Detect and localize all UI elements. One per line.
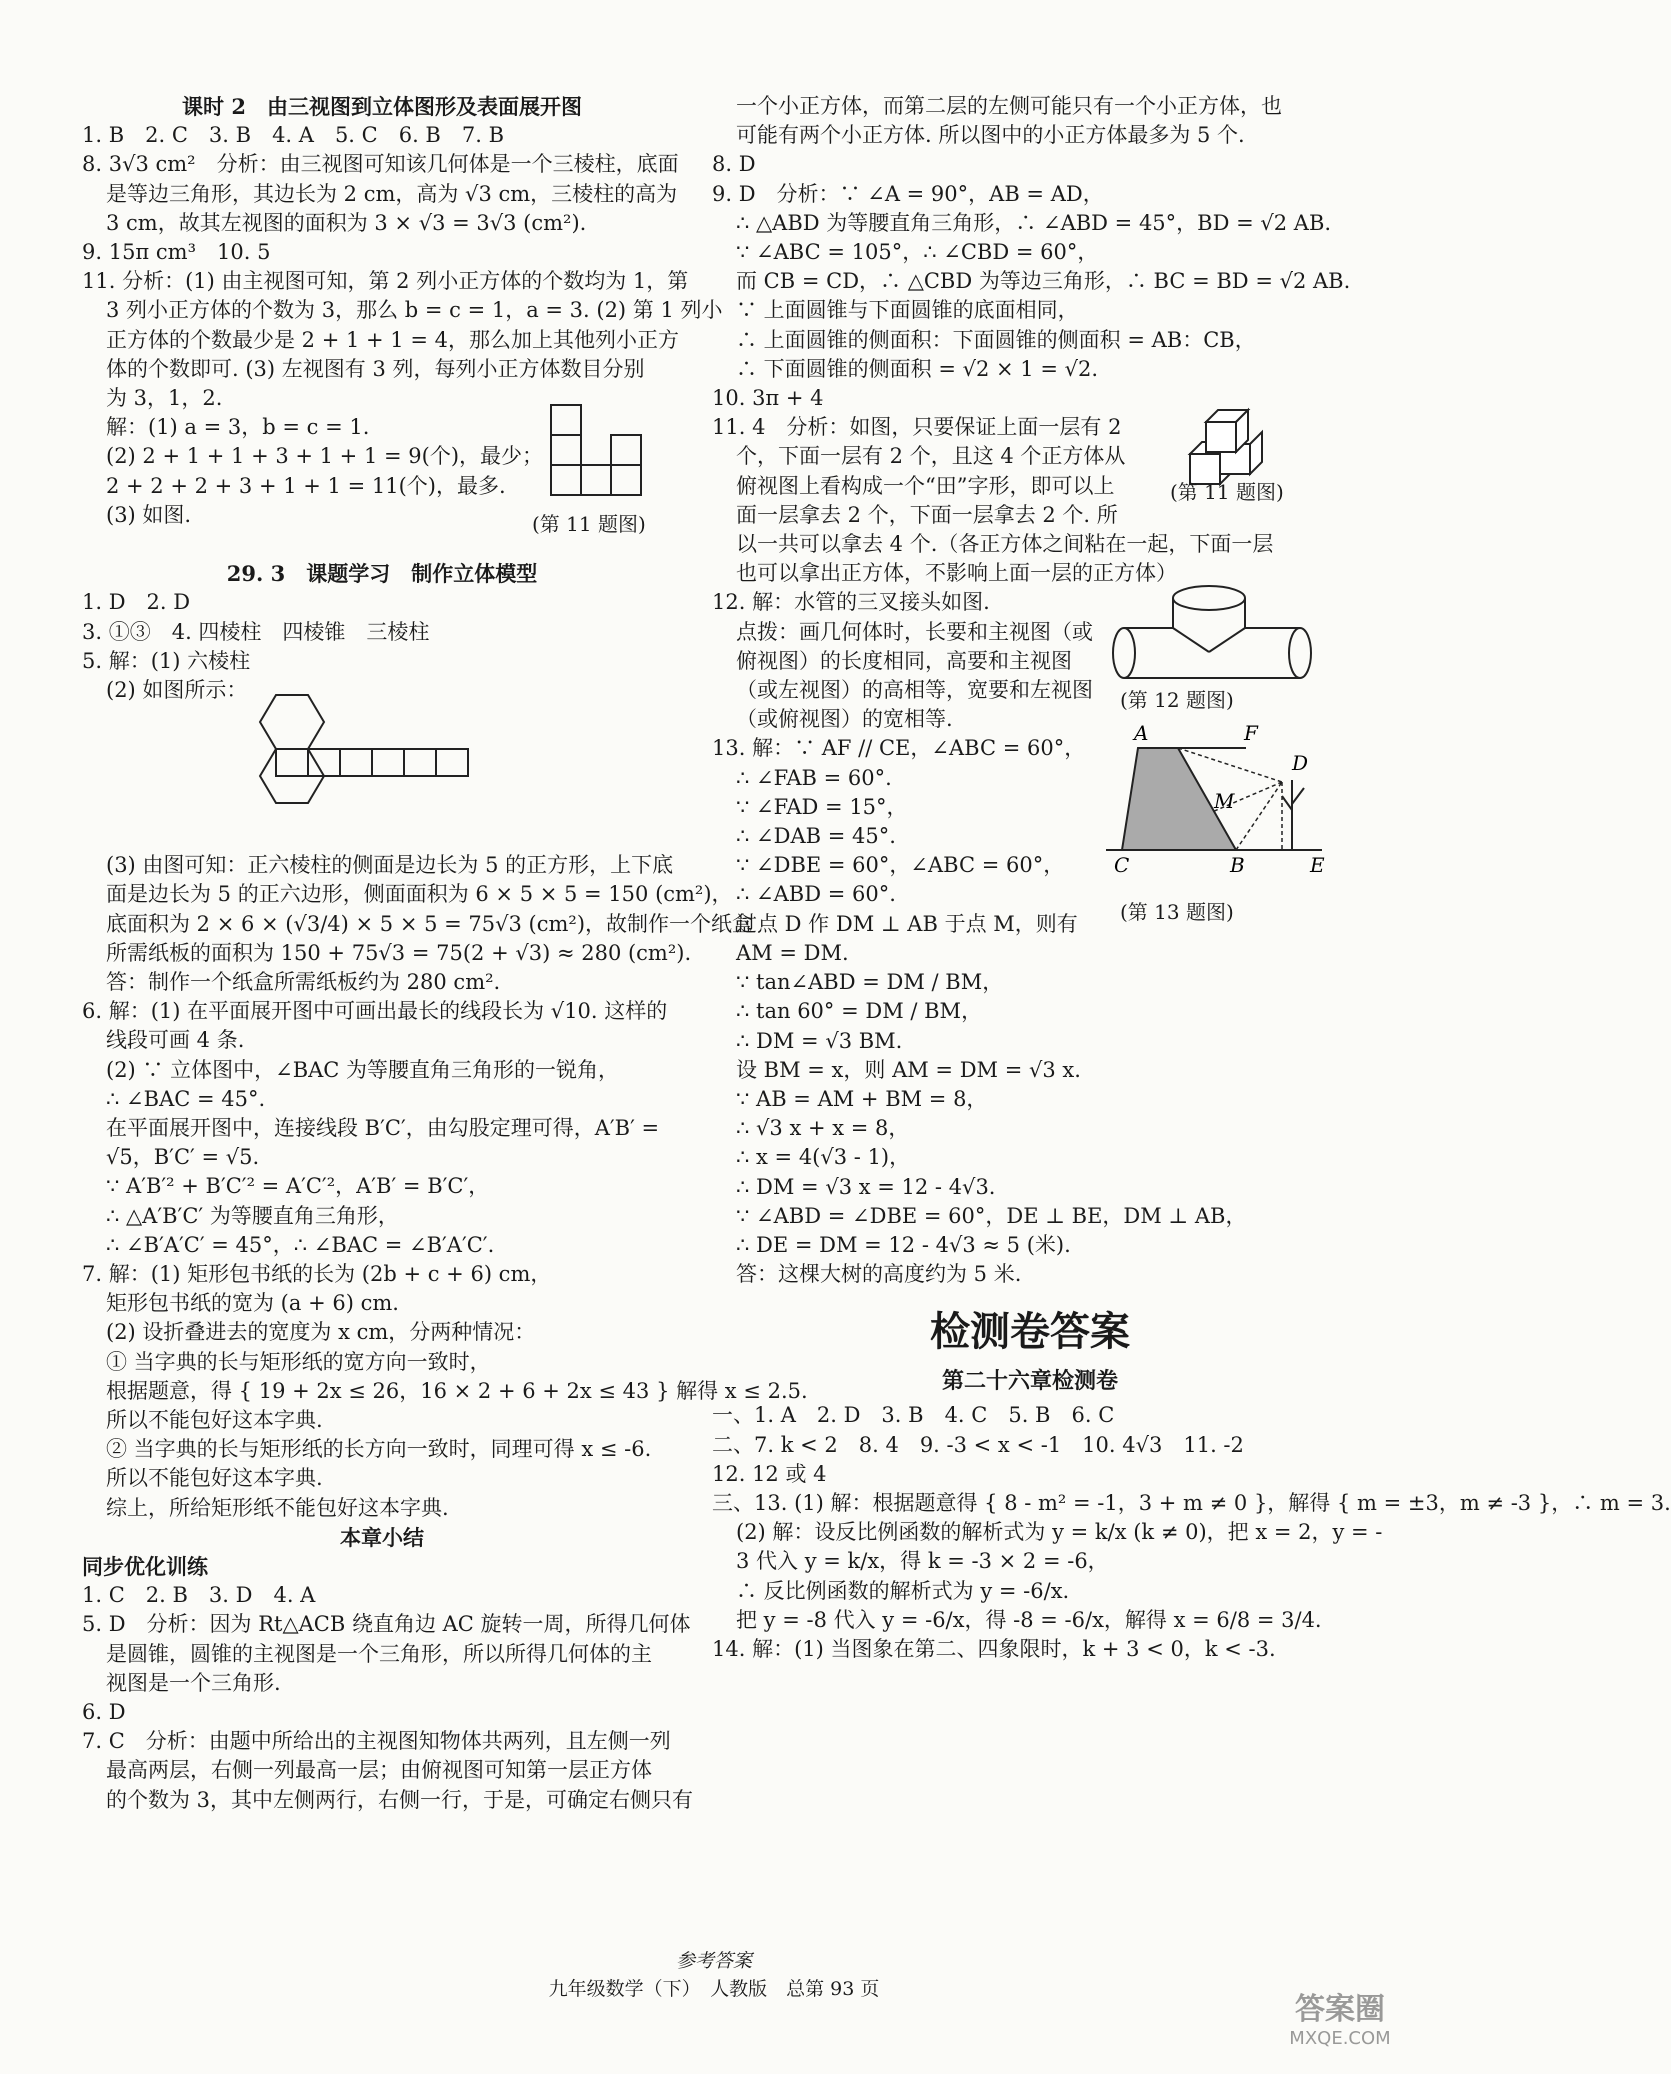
answer-line: 2 + 2 + 2 + 3 + 1 + 1 = 11(个)，最多. [106, 473, 506, 498]
answer-line: 解：(1) a = 3，b = c = 1. [106, 415, 370, 440]
answer-line: 根据题意，得 { 19 + 2x ≤ 26，16 × 2 + 6 + 2x ≤ 43 } 解得 x ≤ 2.5. [106, 1378, 808, 1403]
footer-page-info: 九年级数学（下） 人教版 总第 93 页 [548, 1978, 880, 2000]
answer-line: 答：制作一个纸盒所需纸板约为 280 cm². [106, 970, 501, 994]
answer-line: ∴ 反比例函数的解析式为 y = -6/x. [736, 1578, 1070, 1603]
answer-line: ② 当字典的长与矩形纸的长方向一致时，同理可得 x ≤ -6. [106, 1437, 652, 1462]
right-answers-bottom [712, 1401, 1671, 1664]
answer-line: 3 代入 y = k/x，得 k = -3 × 2 = -6， [736, 1549, 1109, 1574]
answer-line: ∴ ∠B′A′C′ = 45°，∴ ∠BAC = ∠B′A′C′. [106, 1232, 495, 1257]
answer-line: ① 当字典的长与矩形纸的宽方向一致时， [106, 1349, 491, 1374]
pipe-tee [1104, 580, 1314, 690]
fig11-right-caption: (第 11 题图) [1170, 480, 1284, 504]
answer-line: ∴ tan 60° = DM / BM， [736, 999, 983, 1024]
answer-line: 设 BM = x，则 AM = DM = √3 x. [736, 1057, 1081, 1082]
answer-line: 所以不能包好这本字典. [106, 1408, 323, 1433]
answer-line: ∴ ∠ABD = 60°. [736, 882, 896, 907]
label-A: A [1134, 721, 1149, 745]
answer-line: 所以不能包好这本字典. [106, 1466, 323, 1491]
answer-line: 29. 3 课题学习 制作立体模型 [226, 561, 538, 587]
answer-line: ∴ ∠DAB = 45°. [736, 824, 896, 849]
answer-line: (2) 2 + 1 + 1 + 3 + 1 + 1 = 9(个)，最少； [106, 444, 544, 469]
fig11-left-view [546, 400, 666, 500]
answer-line: 5. D 分析：因为 Rt△ACB 绕直角边 AC 旋转一周，所得几何体 [82, 1612, 691, 1637]
answer-line: ∵ AB = AM + BM = 8， [736, 1086, 988, 1111]
answer-line: ∴ 上面圆锥的侧面积：下面圆锥的侧面积 = AB：CB， [736, 327, 1256, 352]
answer-line: 1. B 2. C 3. B 4. A 5. C 6. B 7. B [82, 123, 505, 148]
watermark-title: 答案圈 [1295, 1992, 1385, 2027]
answer-line: 14. 解：(1) 当图象在第二、四象限时，k + 3 < 0，k < -3. [712, 1636, 1276, 1661]
answer-line: 1. D 2. D [82, 590, 191, 615]
answer-line: 本章小结 [340, 1524, 424, 1550]
answer-line: 一、1. A 2. D 3. B 4. C 5. B 6. C [712, 1403, 1115, 1428]
answer-line: （或俯视图）的宽相等. [736, 707, 953, 732]
fig11-left-caption: (第 11 题图) [532, 512, 646, 536]
answer-line: ∴ △ABD 为等腰直角三角形，∴ ∠ABD = 45°，BD = √2 AB. [736, 210, 1332, 235]
answer-line: AM = DM. [736, 940, 849, 965]
answer-line: 8. 3√3 cm² 分析：由三视图可知该几何体是一个三棱柱，底面 [82, 152, 679, 177]
answer-line: ∴ DM = √3 BM. [736, 1028, 903, 1053]
fig13-caption: (第 13 题图) [1120, 900, 1234, 924]
answer-line: （或左视图）的高相等，宽要和左视图 [736, 678, 1093, 703]
answer-line: 6. D [82, 1700, 126, 1725]
answer-line: 6. 解：(1) 在平面展开图中可画出最长的线段长为 √10. 这样的 [82, 999, 668, 1024]
answer-line: 可能有两个小正方体. 所以图中的小正方体最多为 5 个. [736, 123, 1245, 148]
answer-line: 底面积为 2 × 6 × (√3/4) × 5 × 5 = 75√3 (cm²)，故制作一个纸盒 [106, 911, 754, 936]
answer-line: 为 3，1，2. [106, 386, 223, 411]
label-C: C [1114, 853, 1130, 877]
answer-line: 11. 4 分析：如图，只要保证上面一层有 2 [712, 415, 1122, 440]
answer-line: 视图是一个三角形. [106, 1670, 281, 1695]
answer-line: 12. 解：水管的三叉接头如图. [712, 590, 990, 615]
answer-line: ∴ x = 4(√3 - 1)， [736, 1145, 911, 1170]
label-E: E [1310, 853, 1325, 877]
answer-line: 的个数为 3，其中左侧两行，右侧一行，于是，可确定右侧只有 [106, 1787, 694, 1812]
answer-line: ∵ ∠ABD = ∠DBE = 60°，DE ⊥ BE，DM ⊥ AB， [736, 1203, 1247, 1228]
answer-line: ∴ ∠BAC = 45°. [106, 1086, 266, 1111]
answer-line: ∴ DE = DM = 12 - 4√3 ≈ 5 (米). [736, 1232, 1071, 1257]
watermark-logo [1276, 1984, 1404, 2066]
answer-line: 正方体的个数最少是 2 + 1 + 1 = 4，那么加上其他列小正方 [106, 327, 679, 352]
answer-line: (2) 解：设反比例函数的解析式为 y = k/x (k ≠ 0)，把 x = 2，y = - [736, 1520, 1383, 1545]
answer-line: ∵ 上面圆锥与下面圆锥的底面相同， [736, 298, 1079, 323]
label-D: D [1292, 751, 1309, 775]
answer-line: 在平面展开图中，连接线段 B′C′，由勾股定理可得，A′B′ = [106, 1116, 660, 1141]
answer-line: 是等边三角形，其边长为 2 cm，高为 √3 cm，三棱柱的高为 [106, 181, 678, 206]
answer-line: 13. 解：∵ AF // CE，∠ABC = 60°， [712, 736, 1086, 761]
label-B: B [1230, 853, 1245, 877]
answer-line: 俯视图）的长度相同，高要和主视图 [736, 648, 1072, 673]
answer-line: 最高两层，右侧一列最高一层；由俯视图可知第一层正方体 [106, 1758, 652, 1783]
answer-line: ∴ √3 x + x = 8， [736, 1116, 910, 1141]
answer-line: 所需纸板的面积为 150 + 75√3 = 75(2 + √3) ≈ 280 (cm²). [106, 940, 692, 965]
label-F: F [1244, 721, 1258, 745]
answer-line: 5. 解：(1) 六棱柱 [82, 648, 251, 673]
watermark-url: MXQE.COM [1289, 2028, 1391, 2049]
answer-line: 1. C 2. B 3. D 4. A [82, 1583, 316, 1608]
answer-line: 7. 解：(1) 矩形包书纸的长为 (2b + c + 6) cm， [82, 1262, 552, 1287]
hexagonal-prism-net [240, 680, 490, 830]
right-answers-top [712, 92, 1351, 1289]
answer-line: 8. D [712, 152, 756, 177]
answer-line: ∴ △A′B′C′ 为等腰直角三角形， [106, 1203, 399, 1228]
answer-line: 点拨：画几何体时，长要和主视图（或 [736, 619, 1093, 644]
answer-line: 3. ①③ 4. 四棱柱 四棱锥 三棱柱 [82, 619, 430, 644]
slope-tree-figure [1096, 720, 1336, 880]
answer-line: 12. 12 或 4 [712, 1461, 827, 1486]
answer-line: 综上，所给矩形纸不能包好这本字典. [106, 1495, 449, 1520]
answer-line: (3) 如图. [106, 502, 192, 527]
answer-line: 9. D 分析：∵ ∠A = 90°，AB = AD， [712, 181, 1104, 206]
answer-line: ∴ DM = √3 x = 12 - 4√3. [736, 1174, 996, 1199]
footer-label: 参考答案 [675, 1950, 752, 1972]
answer-line: 10. 3π + 4 [712, 386, 824, 411]
answer-line: 面是边长为 5 的正六边形，侧面面积为 6 × 5 × 5 = 150 (cm²)， [106, 882, 733, 907]
answer-line: 个，下面一层有 2 个，且这 4 个正方体从 [736, 444, 1126, 469]
answer-line: √5，B′C′ = √5. [106, 1145, 260, 1170]
answer-line: 二、7. k < 2 8. 4 9. -3 < x < -1 10. 4√3 11. -2 [712, 1432, 1244, 1457]
answer-line: ∵ A′B′² + B′C′² = A′C′²，A′B′ = B′C′， [106, 1174, 490, 1199]
answer-line: 矩形包书纸的宽为 (a + 6) cm. [106, 1291, 399, 1316]
answer-line: 面一层拿去 2 个，下面一层拿去 2 个. 所 [736, 502, 1118, 527]
answer-line: 体的个数即可. (3) 左视图有 3 列，每列小正方体数目分别 [106, 356, 645, 381]
answer-line: 也可以拿出正方体，不影响上面一层的正方体） [736, 561, 1177, 586]
label-M: M [1214, 789, 1235, 813]
answer-line: 而 CB = CD，∴ △CBD 为等边三角形，∴ BC = BD = √2 AB. [736, 269, 1351, 294]
section-subtitle: 第二十六章检测卷 [941, 1368, 1118, 1395]
answer-line: ∵ ∠FAD = 15°， [736, 794, 908, 819]
answer-line: (2) ∵ 立体图中，∠BAC 为等腰直角三角形的一锐角， [106, 1057, 620, 1082]
answer-line: ∵ tan∠ABD = DM / BM， [736, 970, 1004, 995]
answer-line: 答：这棵大树的高度约为 5 米. [736, 1262, 1022, 1287]
answer-line: 过点 D 作 DM ⊥ AB 于点 M，则有 [736, 911, 1078, 936]
answer-line: 同步优化训练 [82, 1554, 208, 1580]
answer-line: (2) 如图所示： [106, 678, 248, 703]
section-title: 检测卷答案 [930, 1309, 1130, 1356]
fig12-caption: (第 12 题图) [1120, 688, 1234, 712]
answer-line: (3) 由图可知：正六棱柱的侧面是边长为 5 的正方形，上下底 [106, 853, 674, 878]
answer-line: 课时 2 由三视图到立体图形及表面展开图 [182, 94, 582, 119]
answer-line: 三、13. (1) 解：根据题意得 { 8 - m² = -1，3 + m ≠ 0 }，解得 { m = ±3，m ≠ -3 }，∴ m = 3. [712, 1490, 1671, 1515]
answer-line: 是圆锥，圆锥的主视图是一个三角形，所以所得几何体的主 [106, 1641, 652, 1666]
answer-line: 以一共可以拿去 4 个.（各正方体之间粘在一起，下面一层 [736, 532, 1274, 557]
answer-line: 11. 分析：(1) 由主视图可知，第 2 列小正方体的个数均为 1，第 [82, 269, 689, 294]
answer-line: 3 列小正方体的个数为 3，那么 b = c = 1，a = 3. (2) 第 1 列小 [106, 298, 723, 323]
answer-line: 线段可画 4 条. [106, 1028, 245, 1053]
answer-line: 7. C 分析：由题中所给出的主视图知物体共两列，且左侧一列 [82, 1729, 671, 1754]
answer-line: 9. 15π cm³ 10. 5 [82, 240, 271, 265]
answer-line: ∵ ∠ABC = 105°，∴ ∠CBD = 60°， [736, 240, 1099, 265]
answer-line: 俯视图上看构成一个“田”字形，即可以上 [736, 473, 1115, 498]
answer-line: 3 cm，故其左视图的面积为 3 × √3 = 3√3 (cm²). [106, 210, 587, 235]
answer-line: 把 y = -8 代入 y = -6/x，得 -8 = -6/x，解得 x = 6/8 = 3/4. [736, 1607, 1322, 1632]
answer-line: (2) 设折叠进去的宽度为 x cm，分两种情况： [106, 1320, 536, 1345]
answer-line: 一个小正方体，而第二层的左侧可能只有一个小正方体，也 [736, 94, 1282, 118]
answer-line: ∵ ∠DBE = 60°，∠ABC = 60°， [736, 853, 1065, 878]
answer-line: ∴ 下面圆锥的侧面积 = √2 × 1 = √2. [736, 356, 1099, 381]
answer-line: ∴ ∠FAB = 60°. [736, 765, 892, 790]
